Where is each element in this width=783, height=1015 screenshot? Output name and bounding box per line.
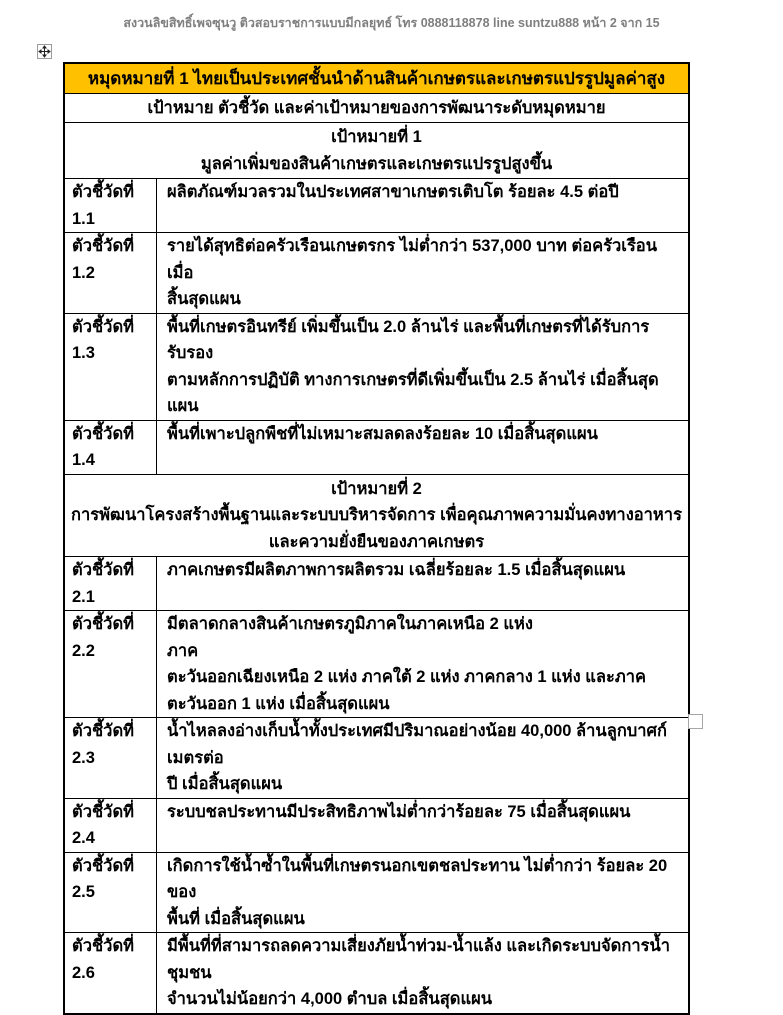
table-resize-handle[interactable] xyxy=(688,714,703,729)
indicator-label: ตัวชี้วัดที่ 1.1 xyxy=(65,179,157,232)
indicator-row-1-3 xyxy=(65,313,688,420)
milestone-title: หมุดหมายที่ 1 ไทยเป็นประเทศชั้นนำด้านสินค้าเกษตรและเกษตรแปรรูปมูลค่าสูง xyxy=(65,64,688,93)
indicator-label: ตัวชี้วัดที่ 2.3 xyxy=(65,718,157,798)
indicator-text: รายได้สุทธิต่อครัวเรือนเกษตรกร ไม่ต่ำกว่า 537,000 บาท ต่อครัวเรือนเมื่อ สิ้นสุดแผน xyxy=(167,237,657,308)
indicator-label: ตัวชี้วัดที่ 2.6 xyxy=(65,933,157,1013)
indicator-label: ตัวชี้วัดที่ 1.4 xyxy=(65,421,157,474)
copyright-watermark: สงวนลิขสิทธิ์เพจซุนวู ติวสอบราชการแบบมีกลยุทธ์ โทร 0888118878 line suntzu888 หน้า 2 จาก 15 xyxy=(123,16,660,30)
goal-2-heading-row xyxy=(65,474,688,557)
indicator-row-2-1 xyxy=(65,556,688,610)
table-subtitle-row xyxy=(65,93,688,122)
indicator-row-2-3 xyxy=(65,717,688,798)
indicator-label: ตัวชี้วัดที่ 2.5 xyxy=(65,853,157,933)
indicator-text: พื้นที่เพาะปลูกพืชที่ไม่เหมาะสมลดลงร้อยละ 10 เมื่อสิ้นสุดแผน xyxy=(167,424,598,443)
indicator-text: พื้นที่เกษตรอินทรีย์ เพิ่มขึ้นเป็น 2.0 ล้านไร่ และพื้นที่เกษตรที่ได้รับการรับรอง ตามหลักการปฏิบัติ ทางการเกษตรที่ดีเพิ่มขึ้นเป็น 2.5 ล้านไร่ เมื่อสิ้นสุดแผน xyxy=(167,317,659,415)
indicator-label: ตัวชี้วัดที่ 2.4 xyxy=(65,799,157,852)
indicator-text: ระบบชลประทานมีประสิทธิภาพไม่ต่ำกว่าร้อยละ 75 เมื่อสิ้นสุดแผน xyxy=(167,802,631,821)
indicator-label: ตัวชี้วัดที่ 1.2 xyxy=(65,233,157,313)
indicator-row-1-1 xyxy=(65,178,688,232)
indicator-text: น้ำไหลลงอ่างเก็บน้ำทั้งประเทศมีปริมาณอย่างน้อย 40,000 ล้านลูกบาศก์เมตรต่อ ปี เมื่อสิ้นสุดแผน xyxy=(167,722,668,793)
indicator-row-2-6 xyxy=(65,932,688,1013)
indicator-text: ภาคเกษตรมีผลิตภาพการผลิตรวม เฉลี่ยร้อยละ 1.5 เมื่อสิ้นสุดแผน xyxy=(167,561,626,579)
indicator-label: ตัวชี้วัดที่ 2.1 xyxy=(65,557,157,610)
indicator-row-2-5 xyxy=(65,852,688,933)
indicator-row-1-2 xyxy=(65,232,688,313)
goal-1-heading-row xyxy=(65,122,688,178)
indicator-row-2-2 xyxy=(65,610,688,717)
indicator-row-2-4 xyxy=(65,798,688,852)
indicator-row-1-4 xyxy=(65,420,688,474)
indicator-label: ตัวชี้วัดที่ 2.2 xyxy=(65,611,157,717)
indicator-text: มีพื้นที่ที่สามารถลดความเสี่ยงภัยน้ำท่วม-น้ำแล้ง และเกิดระบบจัดการน้ำชุมชน จำนวนไม่น้อยกว่า 4,000 ตำบล เมื่อสิ้นสุดแผน xyxy=(167,937,671,1008)
goal-2-heading: เป้าหมายที่ 2 การพัฒนาโครงสร้างพื้นฐานและระบบบริหารจัดการ เพื่อคุณภาพความมั่นคงทางอาหาร และความยั่งยืนของภาคเกษตร xyxy=(71,479,682,551)
indicator-text: ผลิตภัณฑ์มวลรวมในประเทศสาขาเกษตรเติบโต ร้อยละ 4.5 ต่อปี xyxy=(167,183,619,201)
goals-indicators-table xyxy=(63,62,690,1015)
indicator-text: มีตลาดกลางสินค้าเกษตรภูมิภาคในภาคเหนือ 2 แห่ง ภาค ตะวันออกเฉียงเหนือ 2 แห่ง ภาคใต้ 2 แห่ง ภาคกลาง 1 แห่ง และภาค ตะวันออก 1 แห่ง เมื่อสิ้นสุดแผน xyxy=(167,615,680,713)
indicator-label: ตัวชี้วัดที่ 1.3 xyxy=(65,314,157,420)
indicator-text: เกิดการใช้น้ำซ้ำในพื้นที่เกษตรนอกเขตชลประทาน ไม่ต่ำกว่า ร้อยละ 20 ของ พื้นที่ เมื่อสิ้นสุดแผน xyxy=(167,856,672,928)
goal-1-heading: เป้าหมายที่ 1 มูลค่าเพิ่มของสินค้าเกษตรและเกษตรแปรรูปสูงขึ้น xyxy=(200,128,553,173)
milestone-title-row xyxy=(65,64,688,93)
move-icon xyxy=(39,46,50,57)
table-subtitle: เป้าหมาย ตัวชี้วัด และค่าเป้าหมายของการพัฒนาระดับหมุดหมาย xyxy=(147,99,606,117)
table-move-handle[interactable] xyxy=(37,44,52,59)
